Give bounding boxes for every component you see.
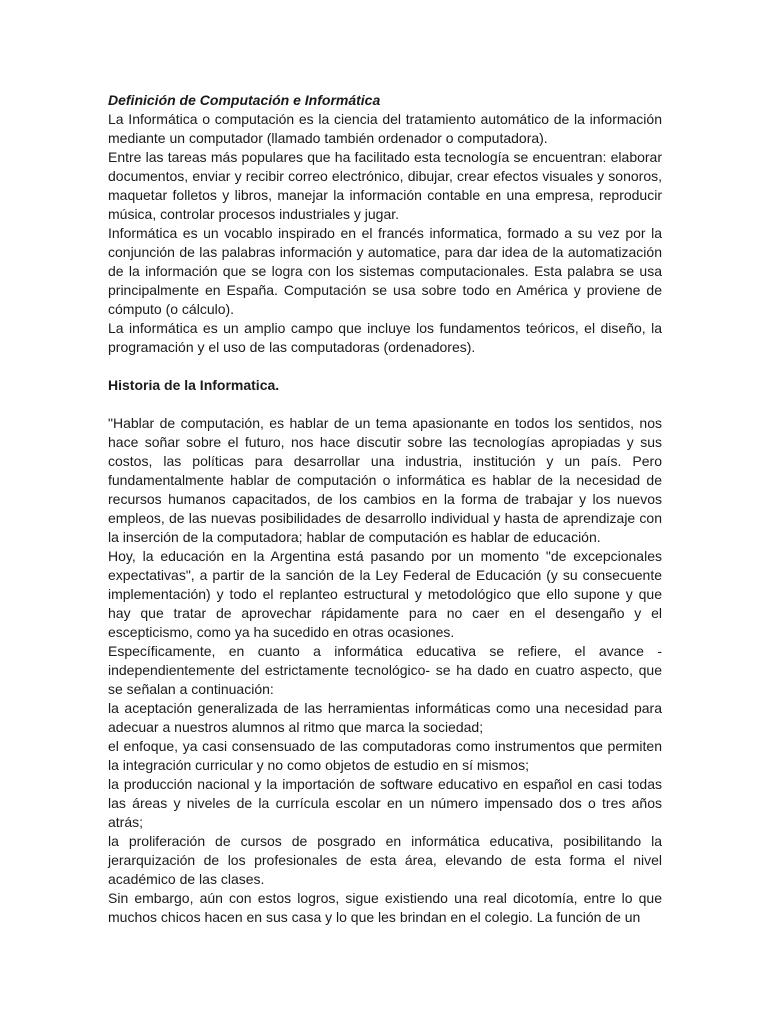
paragraph: la proliferación de cursos de posgrado en informática educativa, posibilitando la jerarquización de los profesionales de esta área, elevando de esta forma el nivel académico de las clases. [108,833,662,887]
paragraph: La Informática o computación es la ciencia del tratamiento automático de la información mediante un computador (llamado también ordenador o computadora). [108,111,662,146]
paragraph: el enfoque, ya casi consensuado de las computadoras como instrumentos que permiten la integración curricular y no como objetos de estudio en sí mismos; [108,738,662,773]
paragraph: Hoy, la educación en la Argentina está pasando por un momento "de excepcionales expectativas", a partir de la sanción de la Ley Federal de Educación (y su consecuente implementación) y todo el replanteo estructural y metodológico que ello supone y que hay que tratar de aprovechar rápidamente para no caer en el desengaño y el escepticismo, como ya ha sucedido en otras ocasiones. [108,548,662,640]
paragraph: la producción nacional y la importación de software educativo en español en casi todas las áreas y niveles de la currícula escolar en un número impensado dos o tres años atrás; [108,776,662,830]
paragraph: La informática es un amplio campo que incluye los fundamentos teóricos, el diseño, la programación y el uso de las computadoras (ordenadores). [108,320,662,355]
paragraph: la aceptación generalizada de las herramientas informáticas como una necesidad para adecuar a nuestros alumnos al ritmo que marca la sociedad; [108,700,662,735]
spacer [108,357,662,376]
section-title-definicion: Definición de Computación e Informática [108,92,381,108]
paragraph: Informática es un vocablo inspirado en el francés informatica, formado a su vez por la conjunción de las palabras información y automatice, para dar idea de la automatización de la información que se logra con los sistemas computacionales. Esta palabra se usa principalmente en España. Computación se usa sobre todo en América y proviene de cómputo (o cálculo). [108,225,662,317]
paragraph: Específicamente, en cuanto a informática educativa se refiere, el avance -independientemente del estrictamente tecnológico- se ha dado en cuatro aspecto, que se señalan a continuación: [108,643,662,697]
paragraph: Sin embargo, aún con estos logros, sigue existiendo una real dicotomía, entre lo que muchos chicos hacen en sus casa y lo que les brindan en el colegio. La función de un [108,890,662,925]
section-title-historia: Historia de la Informatica. [108,377,280,393]
paragraph: Entre las tareas más populares que ha facilitado esta tecnología se encuentran: elaborar documentos, enviar y recibir correo electrónico, dibujar, crear efectos visuales y sonoros, maquetar folletos y libros, manejar la información contable en una empresa, reproducir música, controlar procesos industriales y jugar. [108,149,662,222]
paragraph: "Hablar de computación, es hablar de un tema apasionante en todos los sentidos, nos hace soñar sobre el futuro, nos hace discutir sobre las tecnologías apropiadas y sus costos, las políticas para desarrollar una industria, institución y un país. Pero fundamentalmente hablar de computación o informática es hablar de la necesidad de recursos humanos capacitados, de los cambios en la forma de trabajar y los nuevos empleos, de las nuevas posibilidades de desarrollo individual y hasta de aprendizaje con la inserción de la computadora; hablar de computación es hablar de educación. [108,415,662,545]
spacer [108,395,662,414]
document-body [108,91,662,927]
